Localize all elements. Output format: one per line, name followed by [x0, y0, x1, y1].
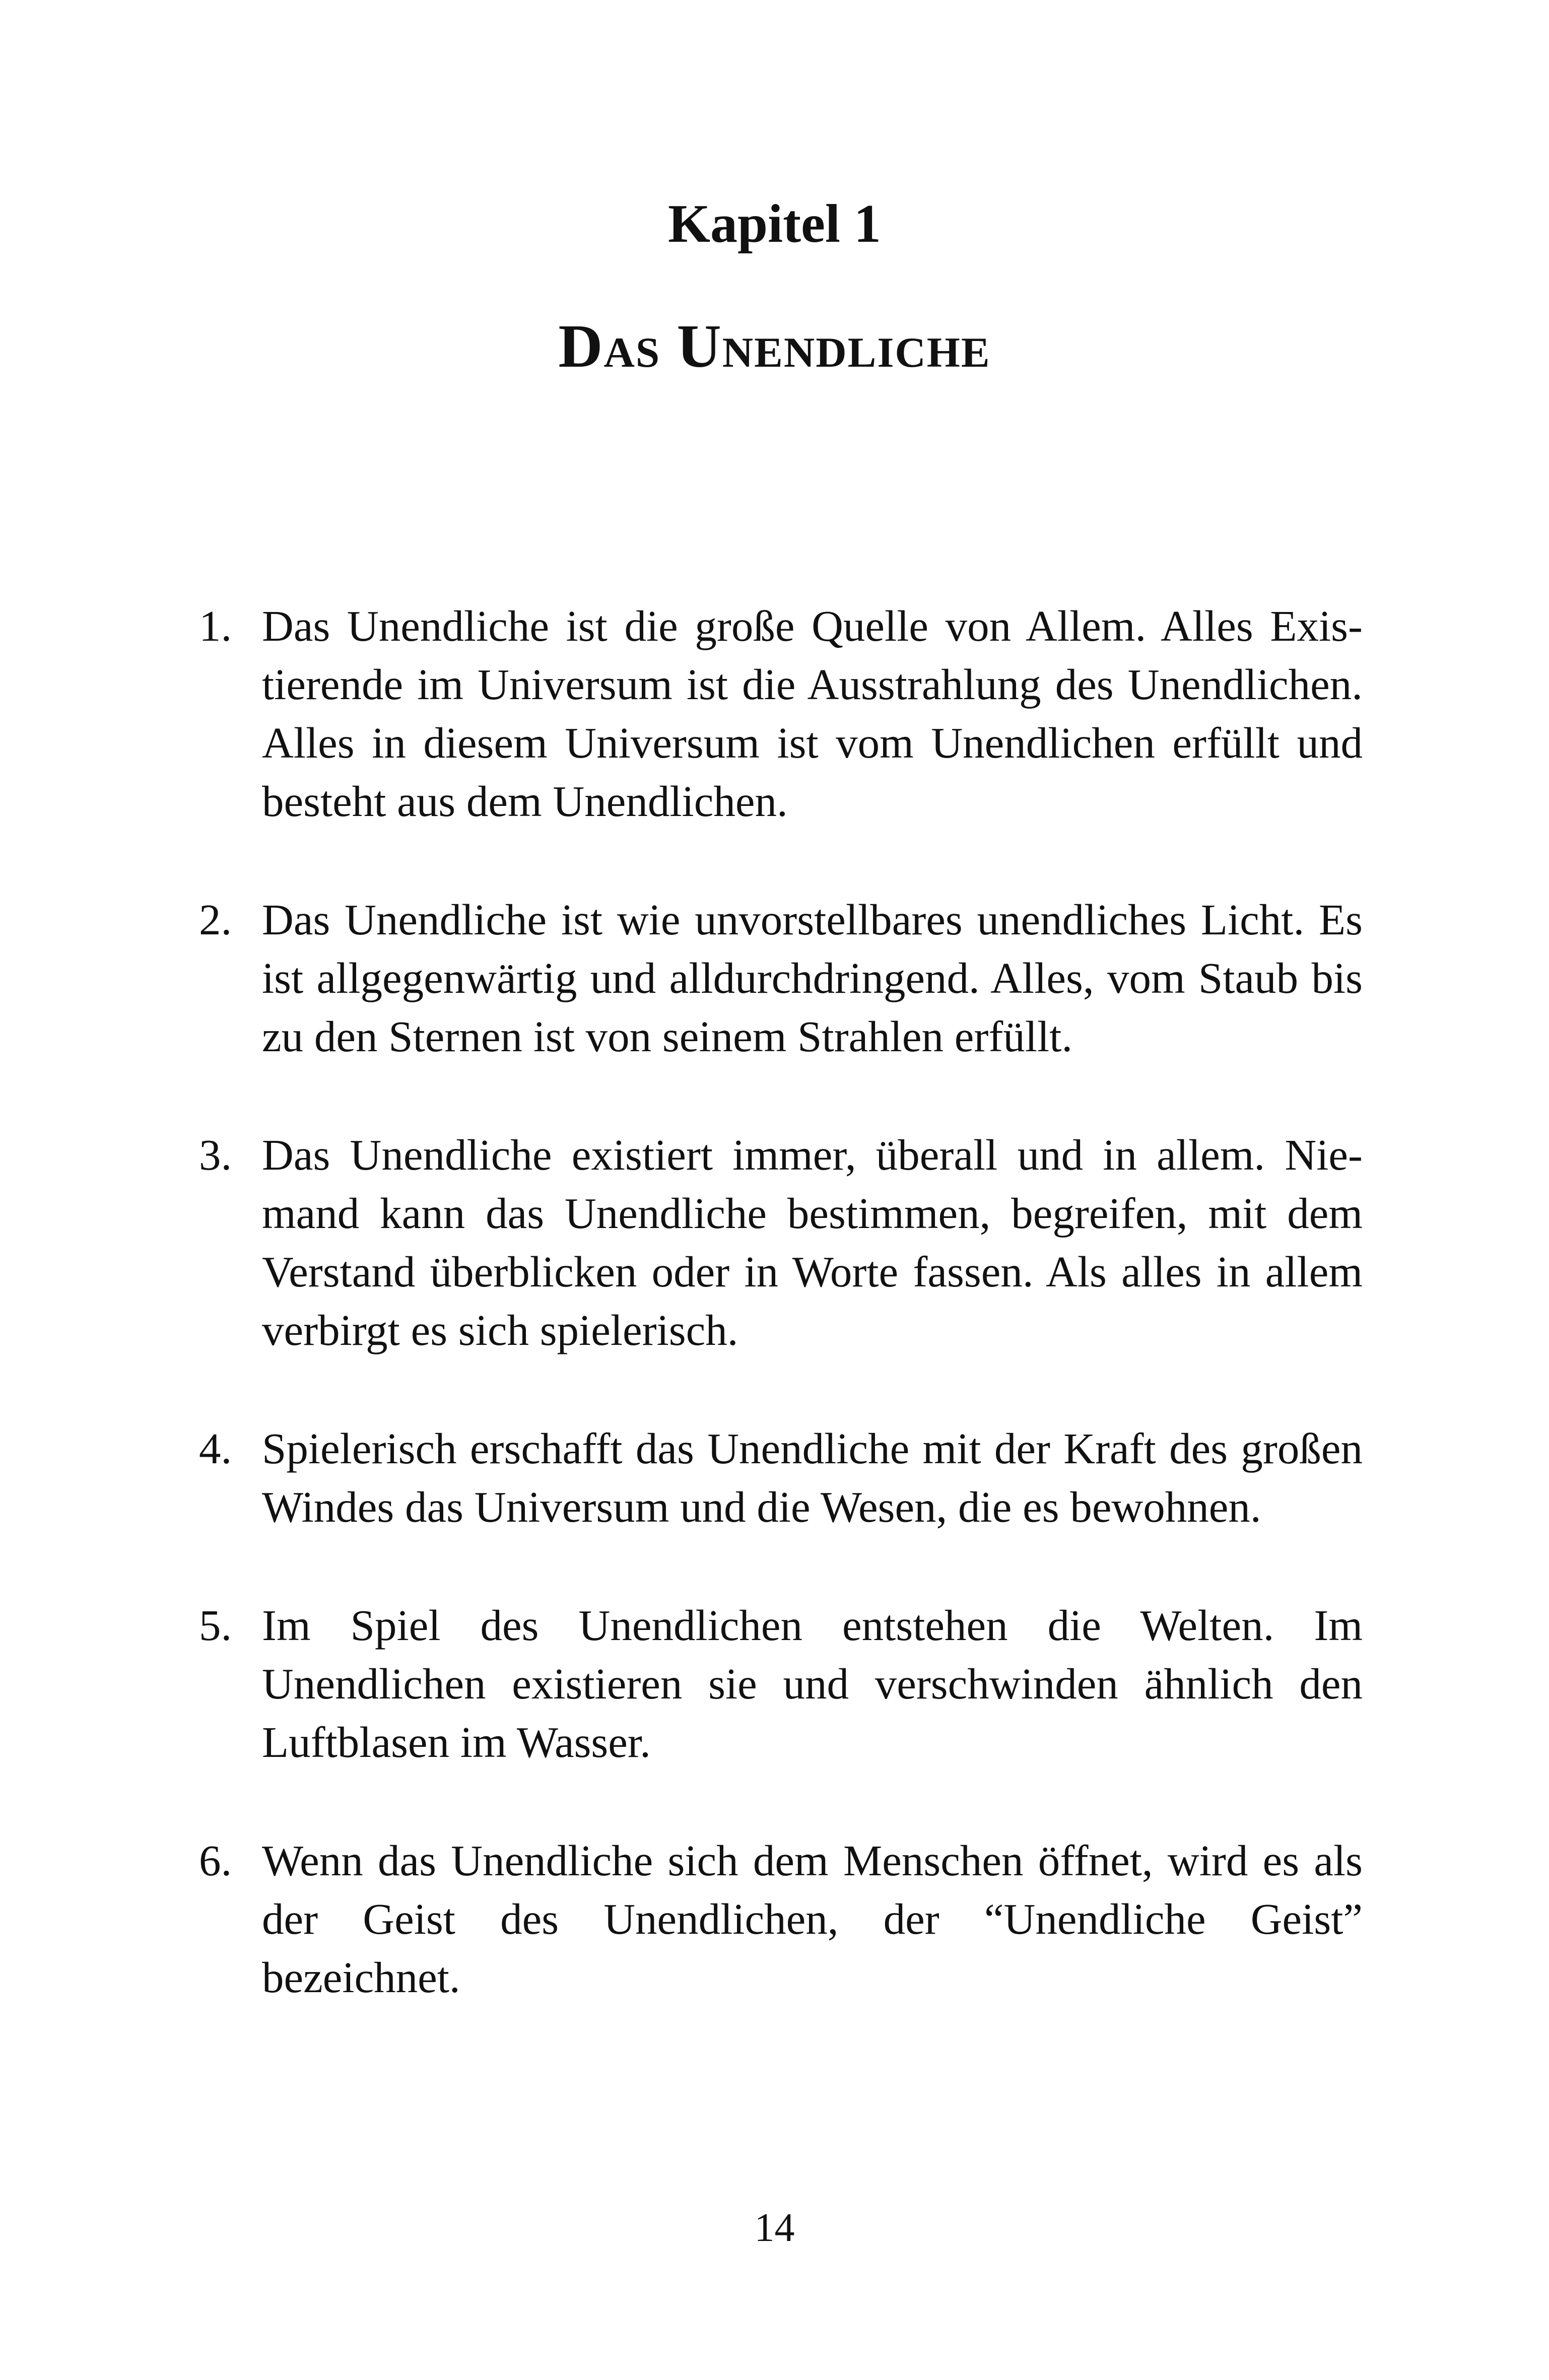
verse-item	[199, 1126, 1363, 1359]
page-number: 14	[754, 2206, 795, 2250]
verse-text: Das Unendliche existiert immer, überall und in allem. Niemand kann das Unendliche bestimmen, begreifen, mit dem Verstand überblicken oder in Worte fassen. Als alles in allem verbirgt es sich spielerisch.	[262, 1130, 1363, 1354]
verse-item	[199, 891, 1363, 1066]
verse-item	[199, 1596, 1363, 1772]
verse-text: Das Unendliche ist wie unvorstellbares unendliches Licht. Es ist allgegenwärtig und alldurchdringend. Alles, vom Staub bis zu den Sternen ist von seinem Strahlen erfüllt.	[262, 895, 1363, 1061]
verse-number: 6.	[199, 1836, 232, 1885]
verse-number: 4.	[199, 1424, 232, 1473]
verse-number: 1.	[199, 601, 232, 650]
verse-number: 5.	[199, 1601, 232, 1650]
verse-text: Wenn das Unendliche sich dem Menschen öffnet, wird es als der Geist des Unendlichen, der “Unendliche Geist” bezeichnet.	[262, 1836, 1363, 2002]
verse-text: Das Unendliche ist die große Quelle von Allem. Alles Existierende im Universum ist die Ausstrahlung des Unendlichen. Alles in diesem Universum ist vom Unendlichen erfüllt und besteht aus dem Unendlichen.	[262, 601, 1363, 826]
verse-text: Im Spiel des Unendlichen entstehen die Welten. Im Unendlichen existieren sie und verschwinden ähnlich den Luftblasen im Wasser.	[262, 1601, 1363, 1766]
verse-item	[199, 597, 1363, 831]
chapter-title: Das Unendliche	[558, 312, 991, 380]
verse-number: 3.	[199, 1130, 232, 1179]
verse-list	[199, 597, 1363, 2067]
verse-item	[199, 1831, 1363, 2007]
verse-text: Spielerisch erschafft das Unendliche mit der Kraft des großen Windes das Universum und die Wesen, die es bewohnen.	[262, 1424, 1363, 1531]
chapter-number: Kapitel 1	[668, 194, 881, 254]
verse-item	[199, 1419, 1363, 1536]
verse-number: 2.	[199, 895, 232, 944]
